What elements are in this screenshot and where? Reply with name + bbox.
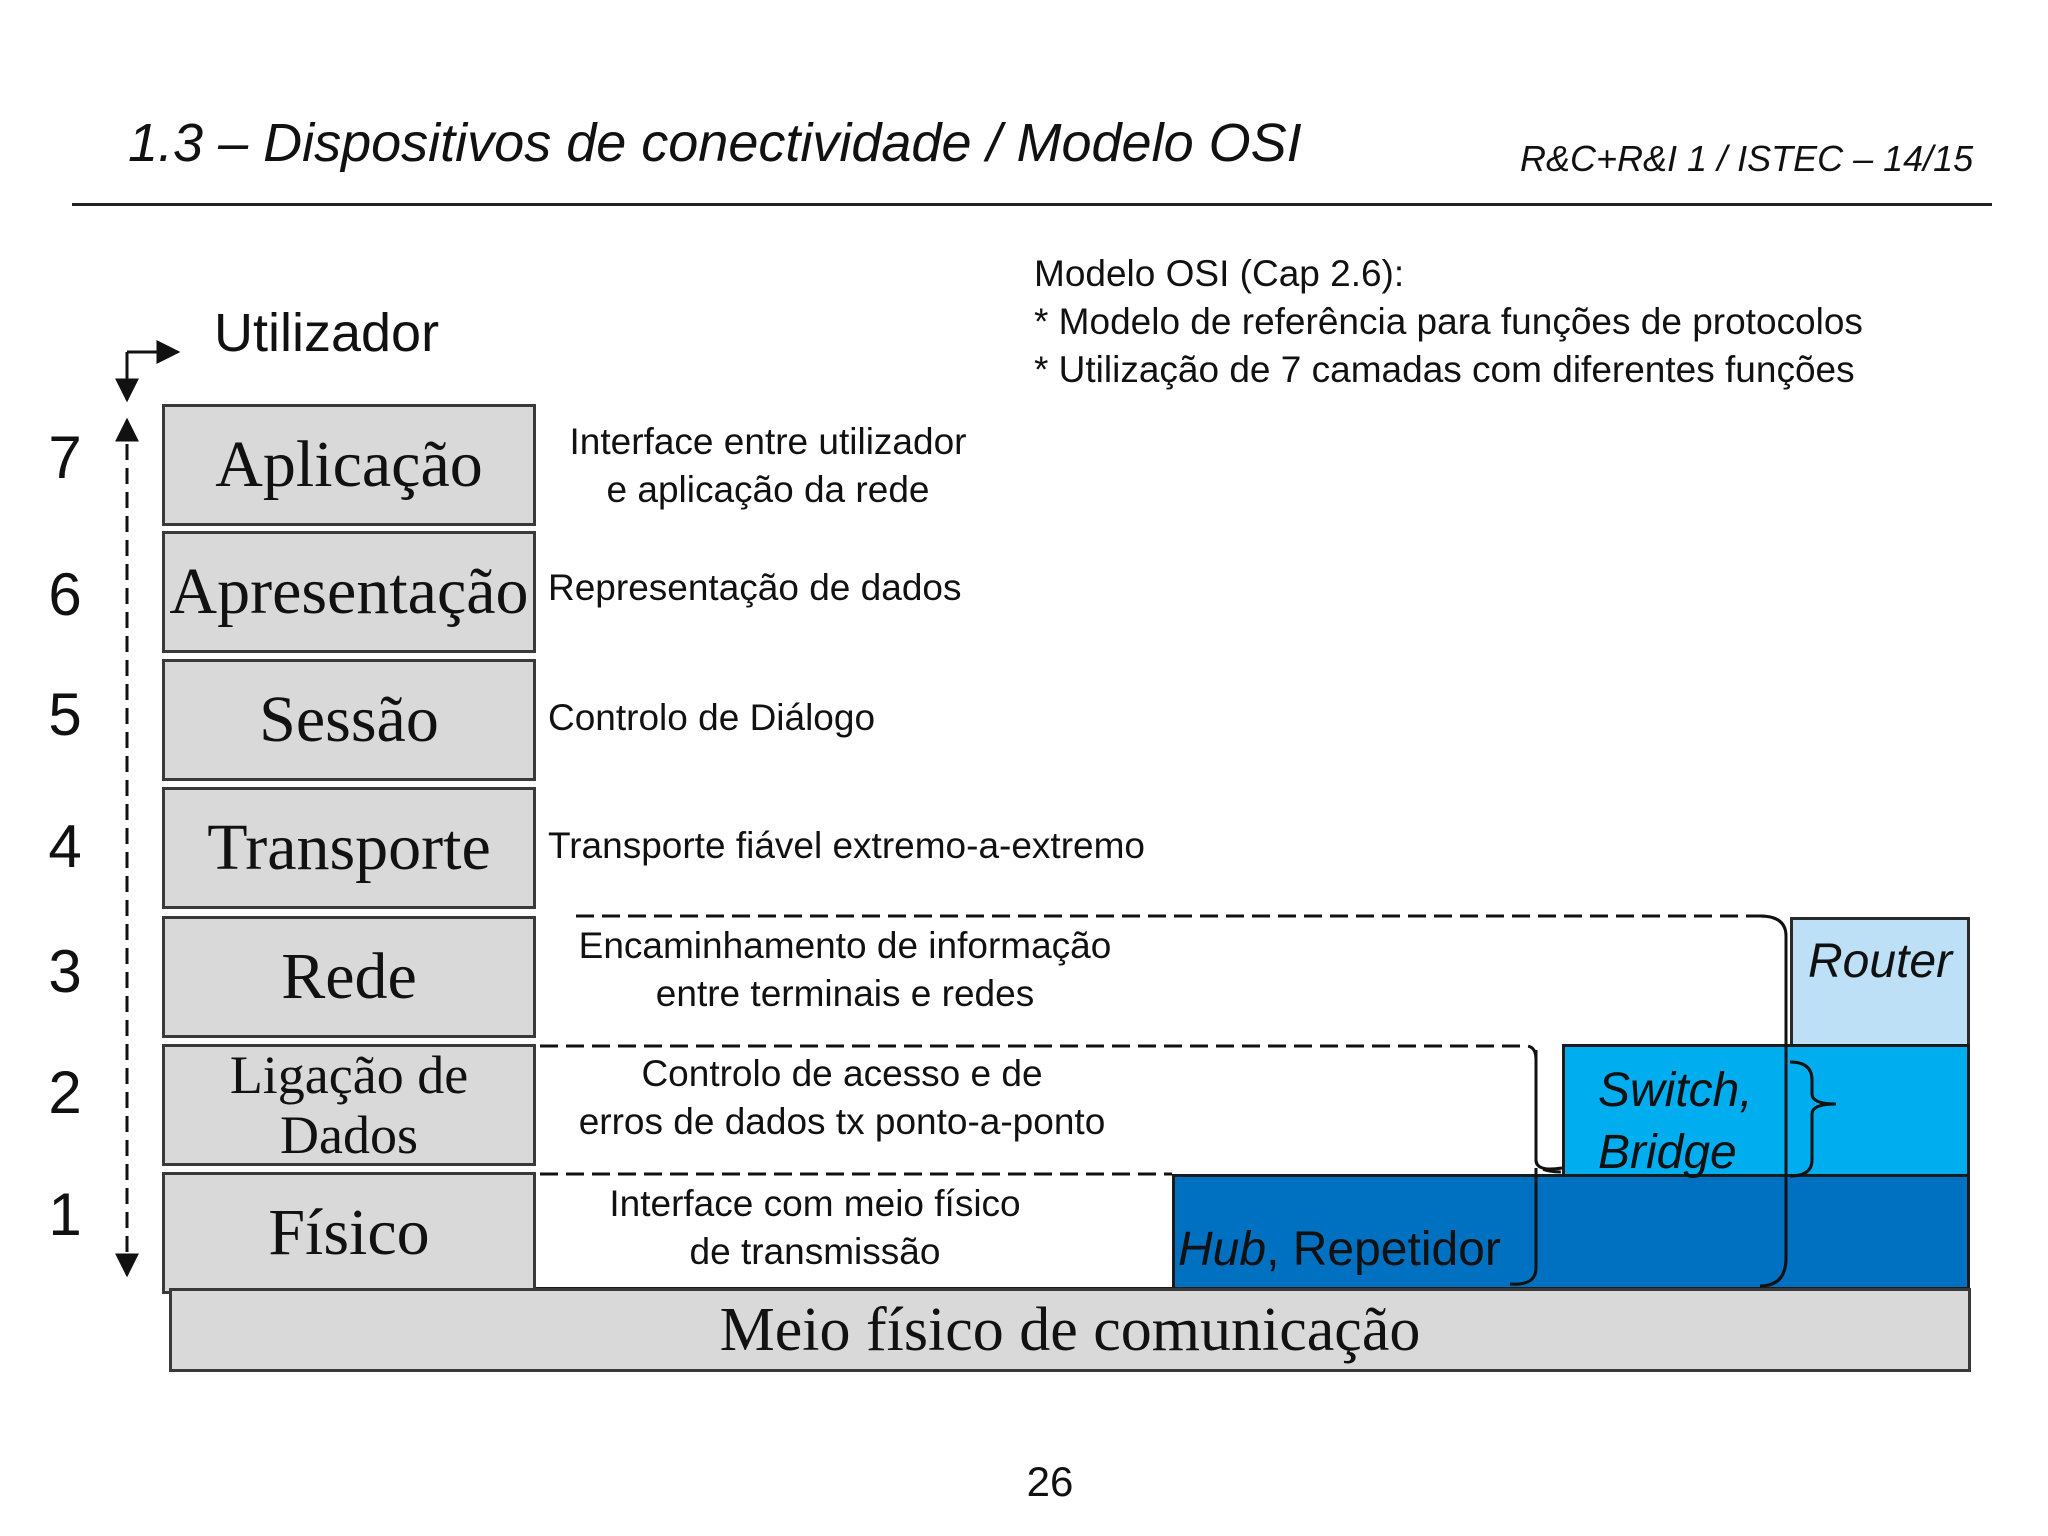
description-line: entre terminais e redes [655, 973, 1035, 1014]
layer-network: Rede [162, 916, 536, 1038]
layer-transport: Transporte [162, 787, 536, 909]
page-number: 26 [1026, 1458, 1074, 1505]
layer-application: Aplicação [162, 404, 536, 526]
description-line: e aplicação da rede [606, 469, 930, 510]
layer-physical: Físico [162, 1172, 536, 1294]
layer-number: 3 [48, 938, 82, 1005]
switch-bridge-label [1598, 1060, 1753, 1184]
description-line: Interface entre utilizador [569, 421, 967, 462]
switch-label: Switch, [1598, 1064, 1753, 1117]
layer-number: 6 [48, 561, 82, 628]
layer-session: Sessão [162, 659, 536, 781]
user-label: Utilizador [214, 303, 440, 363]
layer-description [552, 1050, 1132, 1146]
hub-label: Hub [1178, 1223, 1267, 1276]
description-line: de transmissão [689, 1231, 941, 1272]
switch-brace [1536, 1050, 1562, 1169]
layer-data-link: Ligação de Dados [162, 1044, 536, 1166]
layer-number: 2 [48, 1059, 82, 1126]
switch-curly-brace [1790, 1062, 1836, 1176]
layer-description: Transporte fiável extremo-a-extremo [548, 825, 1146, 866]
layer-description: Controlo de Diálogo [548, 697, 876, 738]
osi-info-bullet-1: * Modelo de referência para funções de protocolos [1034, 301, 1863, 342]
layer-description: Representação de dados [548, 567, 962, 608]
hub-repeater-label [1178, 1222, 1501, 1277]
description-line: Controlo de acesso e de [641, 1053, 1043, 1094]
router-label: Router [1808, 935, 1953, 988]
hub-brace [1510, 1168, 1536, 1284]
layer-description [550, 922, 1140, 1018]
repeater-label: , Repetidor [1266, 1223, 1501, 1276]
layer-description [548, 418, 988, 514]
course-label: R&C+R&I 1 / ISTEC – 14/15 [1520, 138, 1974, 179]
osi-info-heading: Modelo OSI (Cap 2.6): [1034, 253, 1405, 294]
layer-number: 1 [48, 1181, 82, 1248]
description-line: Encaminhamento de informação [578, 925, 1112, 966]
router-brace [1760, 916, 1786, 1286]
description-line: erros de dados tx ponto-a-ponto [578, 1101, 1106, 1142]
layer-number: 4 [48, 813, 82, 880]
description-line: Interface com meio físico [609, 1183, 1021, 1224]
bridge-label: Bridge [1598, 1126, 1737, 1179]
layer-number: 5 [48, 681, 82, 748]
layer-presentation: Apresentação [162, 531, 536, 653]
physical-medium: Meio físico de comunicação [169, 1288, 1971, 1372]
slide-title: 1.3 – Dispositivos de conectividade / Modelo OSI [128, 113, 1302, 173]
layer-description [560, 1180, 1070, 1276]
layer-number: 7 [48, 424, 82, 491]
osi-info-bullet-2: * Utilização de 7 camadas com diferentes funções [1034, 349, 1855, 390]
